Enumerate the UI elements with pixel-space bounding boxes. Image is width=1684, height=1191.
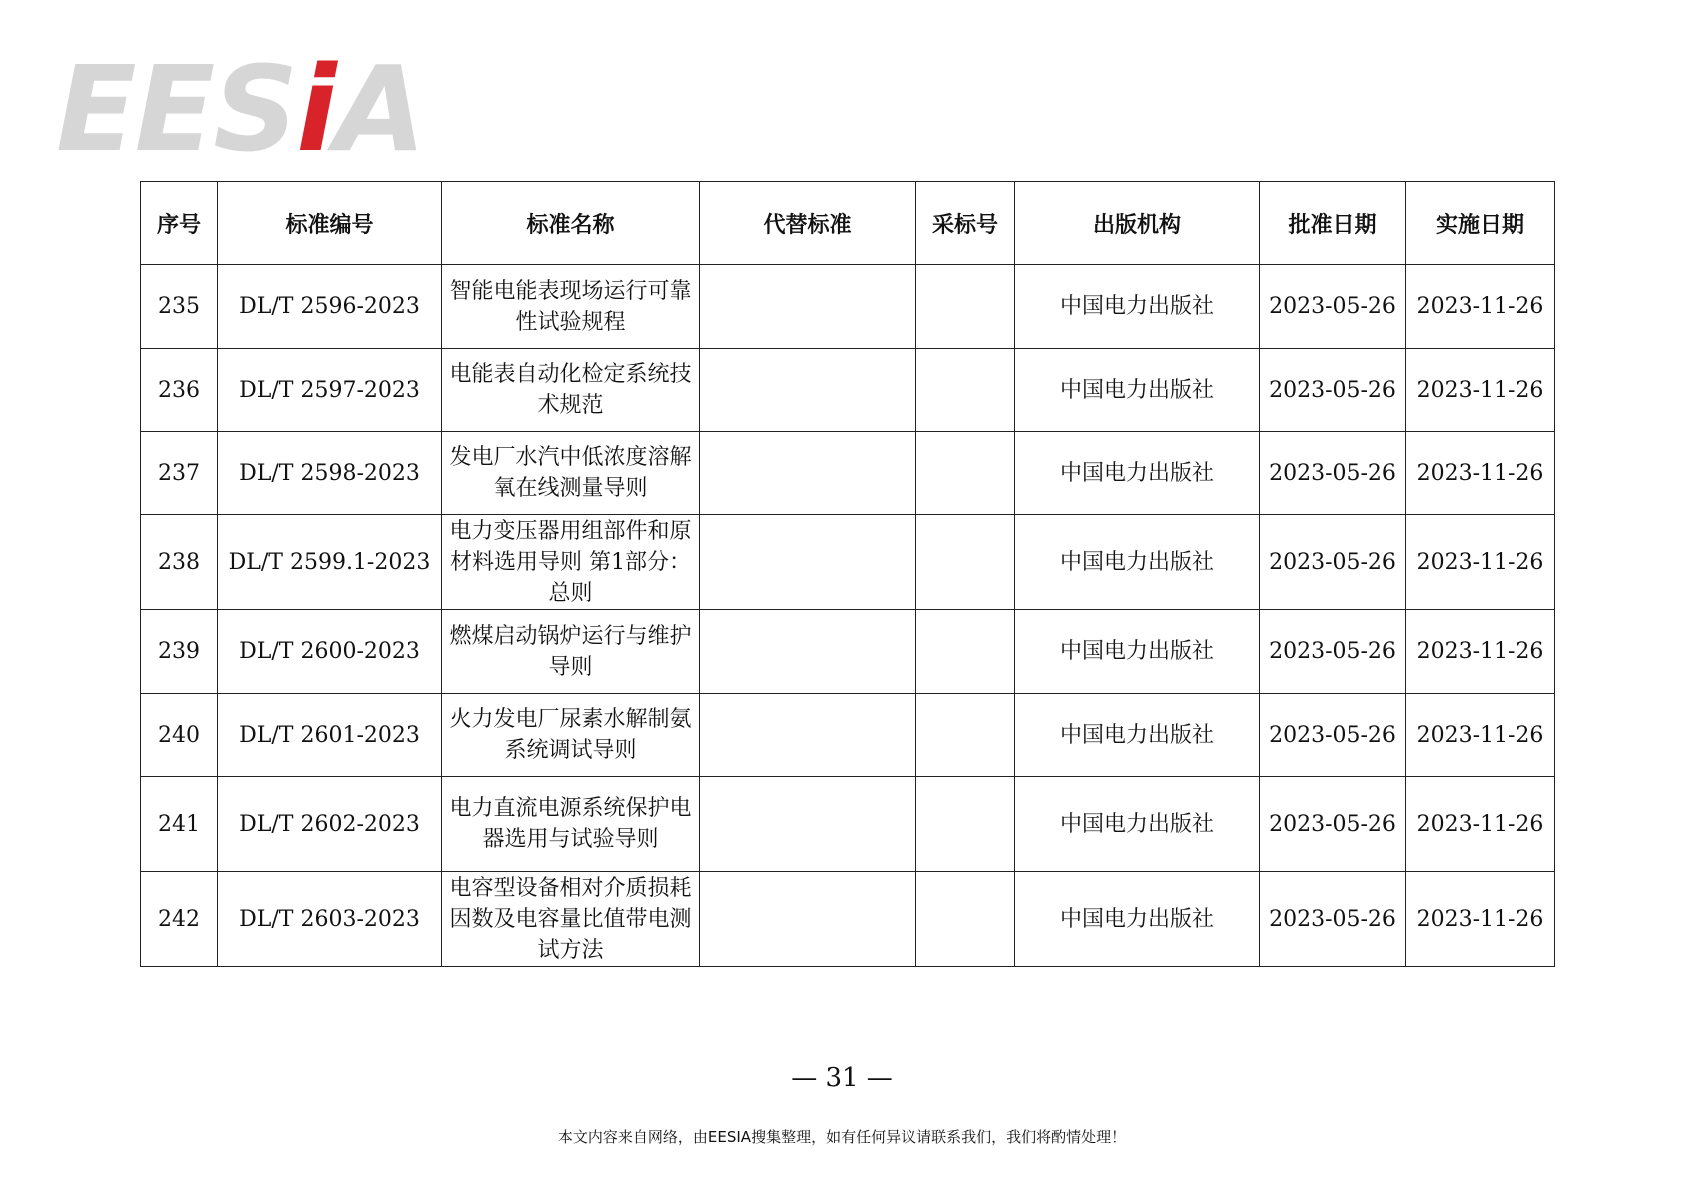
approve-date-cell: 2023-05-26 [1260,432,1406,515]
implement-date-cell: 2023-11-26 [1406,265,1555,349]
code-cell: DL/T 2596-2023 [218,265,442,349]
adopt-cell [916,694,1015,777]
implement-date-cell: 2023-11-26 [1406,694,1555,777]
approve-date-cell: 2023-05-26 [1260,265,1406,349]
table-row [141,515,1555,610]
table-row [141,432,1555,515]
table-row [141,777,1555,872]
name-cell: 电容型设备相对介质损耗因数及电容量比值带电测试方法 [442,872,700,967]
code-cell: DL/T 2602-2023 [218,777,442,872]
publisher-cell: 中国电力出版社 [1015,610,1260,694]
table-row [141,349,1555,432]
adopt-cell [916,872,1015,967]
publisher-cell: 中国电力出版社 [1015,349,1260,432]
adopt-cell [916,432,1015,515]
table-row [141,694,1555,777]
standards-table [140,181,1555,967]
publisher-cell: 中国电力出版社 [1015,777,1260,872]
seq-cell: 242 [141,872,218,967]
header-approve-date: 批准日期 [1260,182,1406,265]
implement-date-cell: 2023-11-26 [1406,872,1555,967]
page-number: — 31 — [791,1063,893,1093]
publisher-cell: 中国电力出版社 [1015,694,1260,777]
name-cell: 火力发电厂尿素水解制氨系统调试导则 [442,694,700,777]
header-publisher: 出版机构 [1015,182,1260,265]
implement-date-cell: 2023-11-26 [1406,610,1555,694]
implement-date-cell: 2023-11-26 [1406,515,1555,610]
implement-date-cell: 2023-11-26 [1406,349,1555,432]
adopt-cell [916,610,1015,694]
publisher-cell: 中国电力出版社 [1015,515,1260,610]
footer-note: 本文内容来自网络，由EESIA搜集整理，如有任何异议请联系我们，我们将酌情处理！ [557,1128,1127,1146]
name-cell: 电力直流电源系统保护电器选用与试验导则 [442,777,700,872]
implement-date-cell: 2023-11-26 [1406,777,1555,872]
table-row [141,872,1555,967]
adopt-cell [916,265,1015,349]
implement-date-cell: 2023-11-26 [1406,432,1555,515]
header-implement-date: 实施日期 [1406,182,1555,265]
seq-cell: 237 [141,432,218,515]
publisher-cell: 中国电力出版社 [1015,432,1260,515]
adopt-cell [916,349,1015,432]
approve-date-cell: 2023-05-26 [1260,610,1406,694]
header-seq: 序号 [141,182,218,265]
seq-cell: 239 [141,610,218,694]
adopt-cell [916,515,1015,610]
eesia-logo: EESiA [56,40,424,178]
replace-cell [700,694,916,777]
code-cell: DL/T 2599.1-2023 [218,515,442,610]
code-cell: DL/T 2597-2023 [218,349,442,432]
approve-date-cell: 2023-05-26 [1260,872,1406,967]
seq-cell: 240 [141,694,218,777]
publisher-cell: 中国电力出版社 [1015,872,1260,967]
approve-date-cell: 2023-05-26 [1260,777,1406,872]
table-row [141,265,1555,349]
replace-cell [700,872,916,967]
seq-cell: 238 [141,515,218,610]
code-cell: DL/T 2603-2023 [218,872,442,967]
replace-cell [700,349,916,432]
seq-cell: 236 [141,349,218,432]
replace-cell [700,515,916,610]
name-cell: 发电厂水汽中低浓度溶解氧在线测量导则 [442,432,700,515]
name-cell: 电能表自动化检定系统技术规范 [442,349,700,432]
name-cell: 智能电能表现场运行可靠性试验规程 [442,265,700,349]
code-cell: DL/T 2598-2023 [218,432,442,515]
header-replace: 代替标准 [700,182,916,265]
publisher-cell: 中国电力出版社 [1015,265,1260,349]
code-cell: DL/T 2601-2023 [218,694,442,777]
name-cell: 燃煤启动锅炉运行与维护导则 [442,610,700,694]
header-adopt: 采标号 [916,182,1015,265]
table-row [141,610,1555,694]
header-name: 标准名称 [442,182,700,265]
approve-date-cell: 2023-05-26 [1260,515,1406,610]
seq-cell: 241 [141,777,218,872]
table-header-row [141,182,1555,265]
adopt-cell [916,777,1015,872]
replace-cell [700,432,916,515]
replace-cell [700,610,916,694]
header-code: 标准编号 [218,182,442,265]
approve-date-cell: 2023-05-26 [1260,349,1406,432]
replace-cell [700,265,916,349]
seq-cell: 235 [141,265,218,349]
code-cell: DL/T 2600-2023 [218,610,442,694]
approve-date-cell: 2023-05-26 [1260,694,1406,777]
name-cell: 电力变压器用组部件和原材料选用导则 第1部分：总则 [442,515,700,610]
replace-cell [700,777,916,872]
